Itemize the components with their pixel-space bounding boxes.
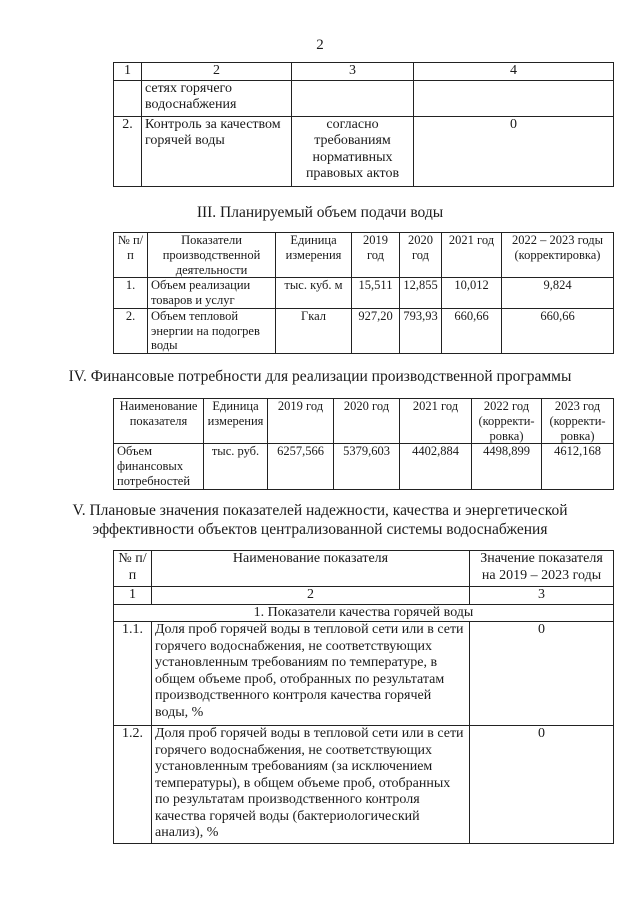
column-index: 2 [152,587,470,605]
header-cell: 2020 год [334,399,400,444]
table-header-row [114,63,614,81]
header-cell: № п/п [114,233,148,278]
header-cell: 2023 год (корректи-ровка) [542,399,614,444]
row-value: 5379,603 [334,444,400,489]
table-row [114,116,614,186]
table-index-row [114,587,614,605]
row-value: 15,511 [352,278,400,309]
table-row [114,726,614,844]
column-index: 2 [142,63,292,81]
row-value: 4498,899 [472,444,542,489]
header-cell: Единица измерения [204,399,268,444]
row-number: 2. [114,116,142,186]
row-value [414,80,614,116]
table-header-row [114,551,614,587]
header-cell: 2019 год [268,399,334,444]
row-name: сетях горячего водоснабжения [142,80,292,116]
row-name: Объем финансовых потребностей [114,444,204,489]
row-unit: Гкал [276,308,352,353]
table-header-row [114,233,614,278]
header-cell: Показатели производственной деятельности [148,233,276,278]
column-index: 4 [414,63,614,81]
row-number: 1.1. [114,622,152,726]
column-index: 1 [114,587,152,605]
row-basis [292,80,414,116]
header-cell: Наименование показателя [114,399,204,444]
row-value: 10,012 [442,278,502,309]
row-value: 12,855 [400,278,442,309]
row-name: Объем тепловой энергии на подогрев воды [148,308,276,353]
row-value: 927,20 [352,308,400,353]
row-value: 660,66 [442,308,502,353]
water-supply-table [113,232,614,354]
table-row [114,278,614,309]
continuation-table [113,62,614,187]
row-value: 9,824 [502,278,614,309]
table-row [114,622,614,726]
row-unit: тыс. руб. [204,444,268,489]
row-value: 0 [470,726,614,844]
row-value: 0 [414,116,614,186]
group-row [114,604,614,622]
table-row [114,308,614,353]
header-cell: Значение показателя на 2019 – 2023 годы [470,551,614,587]
financial-needs-table [113,398,614,490]
row-value: 0 [470,622,614,726]
header-cell: Единица измерения [276,233,352,278]
row-value: 4402,884 [400,444,472,489]
row-number: 1.2. [114,726,152,844]
header-cell: 2022 год (корректи-ровка) [472,399,542,444]
row-name: Объем реализации товаров и услуг [148,278,276,309]
row-basis: согласно требованиям нормативных правовых актов [292,116,414,186]
row-name: Доля проб горячей воды в тепловой сети или в сети горячего водоснабжения, не соответствующих установленным требованиям по температуре, в общем объеме проб, отобранных по результатам производственного контроля качества горячей воды, % [152,622,470,726]
header-cell: 2020 год [400,233,442,278]
column-index: 1 [114,63,142,81]
row-unit: тыс. куб. м [276,278,352,309]
row-value: 4612,168 [542,444,614,489]
section-title: эффективности объектов централизованной системы водоснабжения [92,521,548,538]
header-cell: 2021 год [442,233,502,278]
page-number: 2 [316,37,324,53]
row-number: 2. [114,308,148,353]
section-title: III. Планируемый объем подачи воды [196,204,444,221]
section-title: V. Плановые значения показателей надежности, качества и энергетической [72,502,568,519]
row-number [114,80,142,116]
header-cell: 2019 год [352,233,400,278]
section-title: IV. Финансовые потребности для реализации производственной программы [68,368,572,385]
table-row [114,80,614,116]
column-index: 3 [292,63,414,81]
header-cell: 2022 – 2023 годы (корректировка) [502,233,614,278]
group-title: 1. Показатели качества горячей воды [114,604,614,622]
header-cell: № п/п [114,551,152,587]
row-name: Контроль за качеством горячей воды [142,116,292,186]
row-name: Доля проб горячей воды в тепловой сети или в сети горячего водоснабжения, не соответствующих установленным требованиям (за исключением температуры), в общем объеме проб, отобранных по результатам производственного контроля качества горячей воды (бактериологический анализ), % [152,726,470,844]
table-row [114,444,614,489]
column-index: 3 [470,587,614,605]
row-number: 1. [114,278,148,309]
row-value: 660,66 [502,308,614,353]
header-cell: Наименование показателя [152,551,470,587]
row-value: 793,93 [400,308,442,353]
indicators-table [113,550,614,844]
header-cell: 2021 год [400,399,472,444]
table-header-row [114,399,614,444]
row-value: 6257,566 [268,444,334,489]
